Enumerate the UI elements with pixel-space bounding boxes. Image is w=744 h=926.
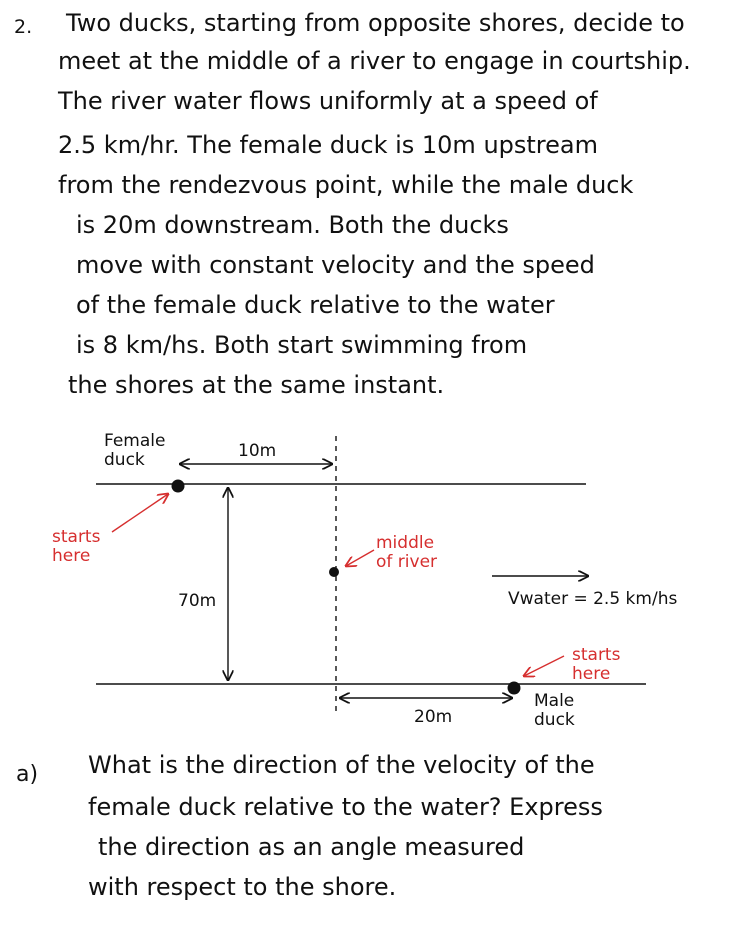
problem-line: The river water flows uniformly at a speed of <box>58 87 598 115</box>
middle-point-dot <box>329 567 339 577</box>
female-distance-label: 10m <box>238 441 277 461</box>
male-distance-label: 20m <box>414 707 453 727</box>
question-number: 2. <box>14 16 33 38</box>
part-a-line: the direction as an angle measured <box>98 833 525 861</box>
water-velocity-label: Vwater = 2.5 km/hs <box>508 589 678 609</box>
problem-line: from the rendezvous point, while the male duck <box>58 171 634 199</box>
river-diagram <box>0 420 744 740</box>
part-a-line: female duck relative to the water? Express <box>88 793 603 821</box>
problem-line: 2.5 km/hr. The female duck is 10m upstream <box>58 131 598 159</box>
female-duck-dot <box>172 480 185 493</box>
part-a-label: a) <box>16 762 39 787</box>
middle-pointer-arrow <box>346 550 374 566</box>
part-a-line: What is the direction of the velocity of the <box>88 751 595 779</box>
problem-line: of the female duck relative to the water <box>76 291 555 319</box>
male-starts-here: starts here <box>572 645 621 684</box>
female-start-arrow <box>112 494 168 532</box>
male-start-arrow <box>524 656 564 676</box>
problem-line: move with constant velocity and the speed <box>76 251 595 279</box>
problem-line: Two ducks, starting from opposite shores, decide to <box>66 9 685 37</box>
female-starts-here: starts here <box>52 527 101 566</box>
river-width-label: 70m <box>178 591 217 611</box>
male-duck-dot <box>508 682 521 695</box>
problem-line: meet at the middle of a river to engage in courtship. <box>58 47 691 75</box>
part-a-line: with respect to the shore. <box>88 873 397 901</box>
middle-of-river-label: middle of river <box>376 533 438 572</box>
problem-line: is 8 km/hs. Both start swimming from <box>76 331 528 359</box>
male-duck-label: Male duck <box>534 691 575 730</box>
female-duck-label: Female duck <box>104 431 166 470</box>
problem-line: the shores at the same instant. <box>68 371 445 399</box>
problem-line: is 20m downstream. Both the ducks <box>76 211 509 239</box>
